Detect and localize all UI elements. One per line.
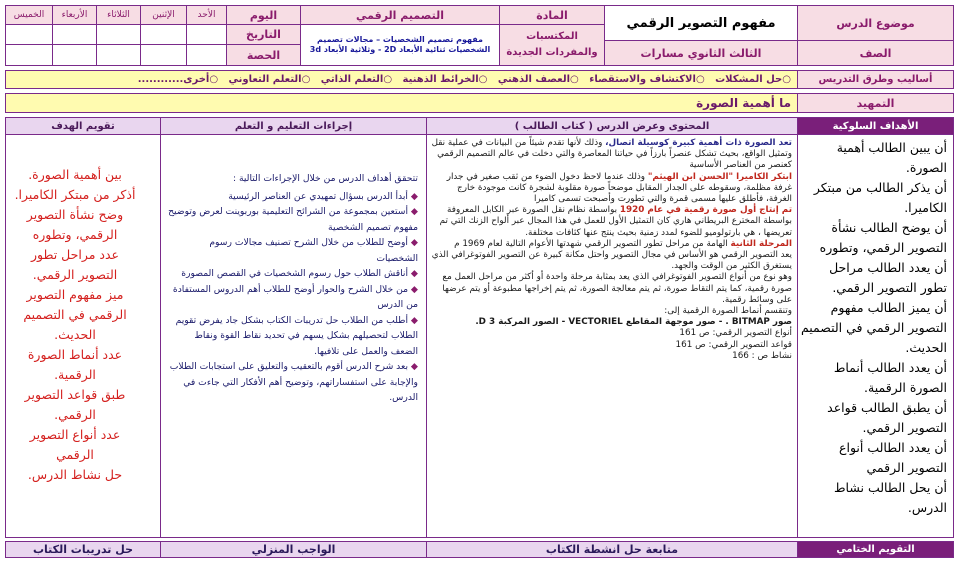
content-p1-bold: تعد الصورة ذات أهمية كبيرة كوسيلة اتصال، [605,138,792,148]
period-cell-mon[interactable] [140,44,187,66]
period-cell-tue[interactable] [96,44,141,66]
class-label: الصف [797,40,954,66]
day-thu: الخميس [5,5,53,25]
content-p4: الهامة من مراحل تطور التصوير الرقمي شهدتها الأعوام التالية لعام 1969 م [454,238,731,249]
day-sun: الأحد [186,5,227,25]
objective-item: أن يبين الطالب أهمية الصورة. [836,140,947,175]
content-p2-red: ابتكر الكاميرا "الحسن ابن الهيثم" [647,171,792,182]
content-p5: يعد التصوير الرقمي هو الأساس في مجال التصوير واحتل مكانة كبيرة عن التصوير الفوتوغرافي الذي يستغرق الكثير من الوقت والجهد. [431,250,792,272]
period-cell-thu[interactable] [5,44,53,66]
day-wed: الأربعاء [52,5,97,25]
acquired-label: المكتسبات والمفردات الجديدة [499,24,605,66]
class-value: الثالث الثانوي مسارات [604,40,798,66]
evaluation-item: ميز مفهوم التصوير الرقمي في التصميم الحديث. [23,287,127,342]
evaluation-item: عدد مراحل تطور التصوير الرقمي. [30,247,120,282]
method-7[interactable]: ○أخرى............ [137,74,219,85]
objective-item: أن يوضح الطالب نشأة التصوير الرقمي، وتطوره [819,220,947,255]
objective-item: أن يحل الطالب نشاط الدرس. [833,480,947,515]
content-p3-red: تم إنتاج أول صورة رقمية في عام 1920 [619,205,792,216]
objectives-list [797,134,954,538]
content-p3: بواسطة نظام نقل الصورة عبر الكابل المعروفة بواسطة المخترع البريطاني هاري كان التمثيل الأول للعمل في هذا المجال عبر ألواح الزنك التي تم تعريضها ، هي بارتولوميو للضوء لمدد زمنية بحيث ينتج عنها كثافات مختلفة. [439,205,792,238]
content-p2: وذلك عندما لاحظ دخول الضوء من ثقب صغير في جدار غرفة مظلمة، وسقوطه على الجدار المقابل موضحاً صورة مقلوبة لشجرة كانت موجودة خارج الغرفة، فأطلق عليها مسمى قمرة والتي تطورت وأصبحت تسمى كاميرا [446,171,792,205]
content-p11: نشاط ص : 166 [732,350,792,361]
methods-label: أساليب وطرق التدريس [797,70,954,89]
acquired-value: مفهوم تصميم الشخصيات – مجالات تصميم الشخصيات ثنائية الأبعاد 2D - وثلاثية الأبعاد 3d [300,24,500,66]
date-cell-sun[interactable] [186,24,227,45]
procedure-item: ◆ بعد شرح الدرس أقوم بالتعقيب والتعليق على استجابات الطلاب والإجابة على استفساراتهم، وتوضيح أهم الأفكار التي جاءت في الدرس. [169,361,418,403]
objective-item: أن يعدد الطالب أنماط الصورة الرقمية. [833,360,947,395]
content-p6: وهو نوع من أنواع التصوير الفوتوغرافي الذي يعد بمثابة مرحلة واحدة أو أكثر من مراحل العمل مع صورة رقمية، كما يتم التقاط صورة، ثم يتم معالجة الصورة، ثم يتم إخراجها مطبوعة أو يتم عرضها على وسائط رقمية. [442,272,792,305]
day-tue: الثلاثاء [96,5,141,25]
material-value: التصميم الرقمي [300,5,500,25]
content-p8: صور BITMAP . - صور موجهة المقاطع VECTORIEL - الصور المركبة 3 D. [475,317,792,328]
content-p7: وتنقسم أنماط الصورة الرقمية إلى: [664,306,792,317]
homework-label: الواجب المنزلي [160,541,427,558]
date-cell-thu[interactable] [5,24,53,45]
procedure-item: ◆ من خلال الشرح والحوار أوضح للطلاب أهم الدروس المستفادة من الدرس [172,283,418,310]
period-cell-sun[interactable] [186,44,227,66]
col-content-header: المحتوى وعرض الدرس ( كتاب الطالب ) [426,117,798,135]
evaluation-list [5,134,161,538]
material-label: المادة [499,5,605,25]
content-p4-red: المرحلة الثانية [730,238,792,249]
method-3[interactable]: ○العصف الذهني [497,74,579,85]
objective-item: أن يطبق الطالب قواعد التصوير الرقمي. [827,400,947,435]
col-objectives-header: الأهداف السلوكية [797,117,954,135]
closing-label: التقويم الختامي [797,541,954,558]
content-p10: قواعد التصوير الرقمي: ص 161 [675,339,792,350]
procedure-item: ◆ أبدأ الدرس بسؤال تمهيدي عن العناصر الرئيسية [228,190,418,202]
procedure-item: ◆ أطلب من الطلاب حل تدريبات الكتاب بشكل جاد يفرض تقويم الطلاب لتحصيلهم بشكل يسهم في تحديد نقاط القوة ونقاط الضعف والعمل على تلافيها. [175,314,418,357]
col-procedures-header: إجراءات التعليم و التعلم [160,117,427,135]
date-cell-tue[interactable] [96,24,141,45]
evaluation-item: حل نشاط الدرس. [27,467,123,482]
followup-label: متابعة حل انشطة الكتاب [426,541,798,558]
content-p1: وذلك لأنها تقدم شيئاً من البيانات في عملية نقل وتمثيل الواقع، بحيث تشكل عنصراً بارزاً في حياتنا المعاصرة والتي دخلت في عالم التصميم الرقمي كعنصر من العناصر الأساسية [431,138,792,171]
period-cell-wed[interactable] [52,44,97,66]
evaluation-item: عدد أنواع التصوير الرقمي [29,427,121,462]
day-mon: الإثنين [140,5,187,25]
method-5[interactable]: ○التعلم الذاتي [320,74,393,85]
procedure-item: ◆ أناقش الطلاب حول رسوم الشخصيات في القصص المصورة [181,268,418,279]
procedure-item: ◆ أوضح للطلاب من خلال الشرح تصنيف مجالات رسوم الشخصيات [209,237,418,264]
date-cell-mon[interactable] [140,24,187,45]
intro-label: التمهيد [797,93,954,113]
date-cell-wed[interactable] [52,24,97,45]
content-body [426,134,798,538]
evaluation-item: طبق قواعد التصوير الرقمي. [24,387,126,422]
evaluation-item: بين أهمية الصورة. [28,167,122,182]
procedure-item: ◆ أستعين بمجموعة من الشرائح التعليمية بوربوينت لعرض وتوضيح مفهوم تصميم الشخصية [168,206,418,233]
col-evaluation-header: تقويم الهدف [5,117,161,135]
objective-item: أن يعدد الطالب أنواع التصوير الرقمي [839,440,947,475]
day-label: اليوم [226,5,301,25]
period-label: الحصة [226,44,301,66]
exercises-label: حل تدريبات الكتاب [5,541,161,558]
evaluation-item: أذكر من مبتكر الكاميرا. [14,187,136,202]
method-6[interactable]: ○التعلم التعاوني [228,74,311,85]
procedures-intro: تتحقق أهداف الدرس من خلال الإجراءات التالية : [232,173,418,184]
content-p9: أنواع التصوير الرقمي: ص 161 [679,328,792,339]
objective-item: أن يعدد الطالب مراحل تطور التصوير الرقمي. [829,260,947,295]
date-label: التاريخ [226,24,301,45]
evaluation-item: وضح نشأة التصوير الرقمي، وتطوره [26,207,124,242]
subject-value: مفهوم التصوير الرقمي [604,5,798,41]
method-2[interactable]: ○الاكتشاف والاستقصاء [589,74,705,85]
evaluation-item: عدد أنماط الصورة الرقمية. [27,347,123,382]
intro-value: ما أهمية الصورة [5,93,798,113]
objective-item: أن يذكر الطالب من مبتكر الكاميرا. [813,180,947,215]
method-4[interactable]: ○الخرائط الذهنية [402,74,488,85]
objective-item: أن يميز الطالب مفهوم التصوير الرقمي في التصميم الحديث. [800,300,947,355]
method-1[interactable]: ○حل المشكلات [715,74,791,85]
procedures-body [160,134,427,538]
methods-list [5,70,798,89]
subject-label: موضوع الدرس [797,5,954,41]
